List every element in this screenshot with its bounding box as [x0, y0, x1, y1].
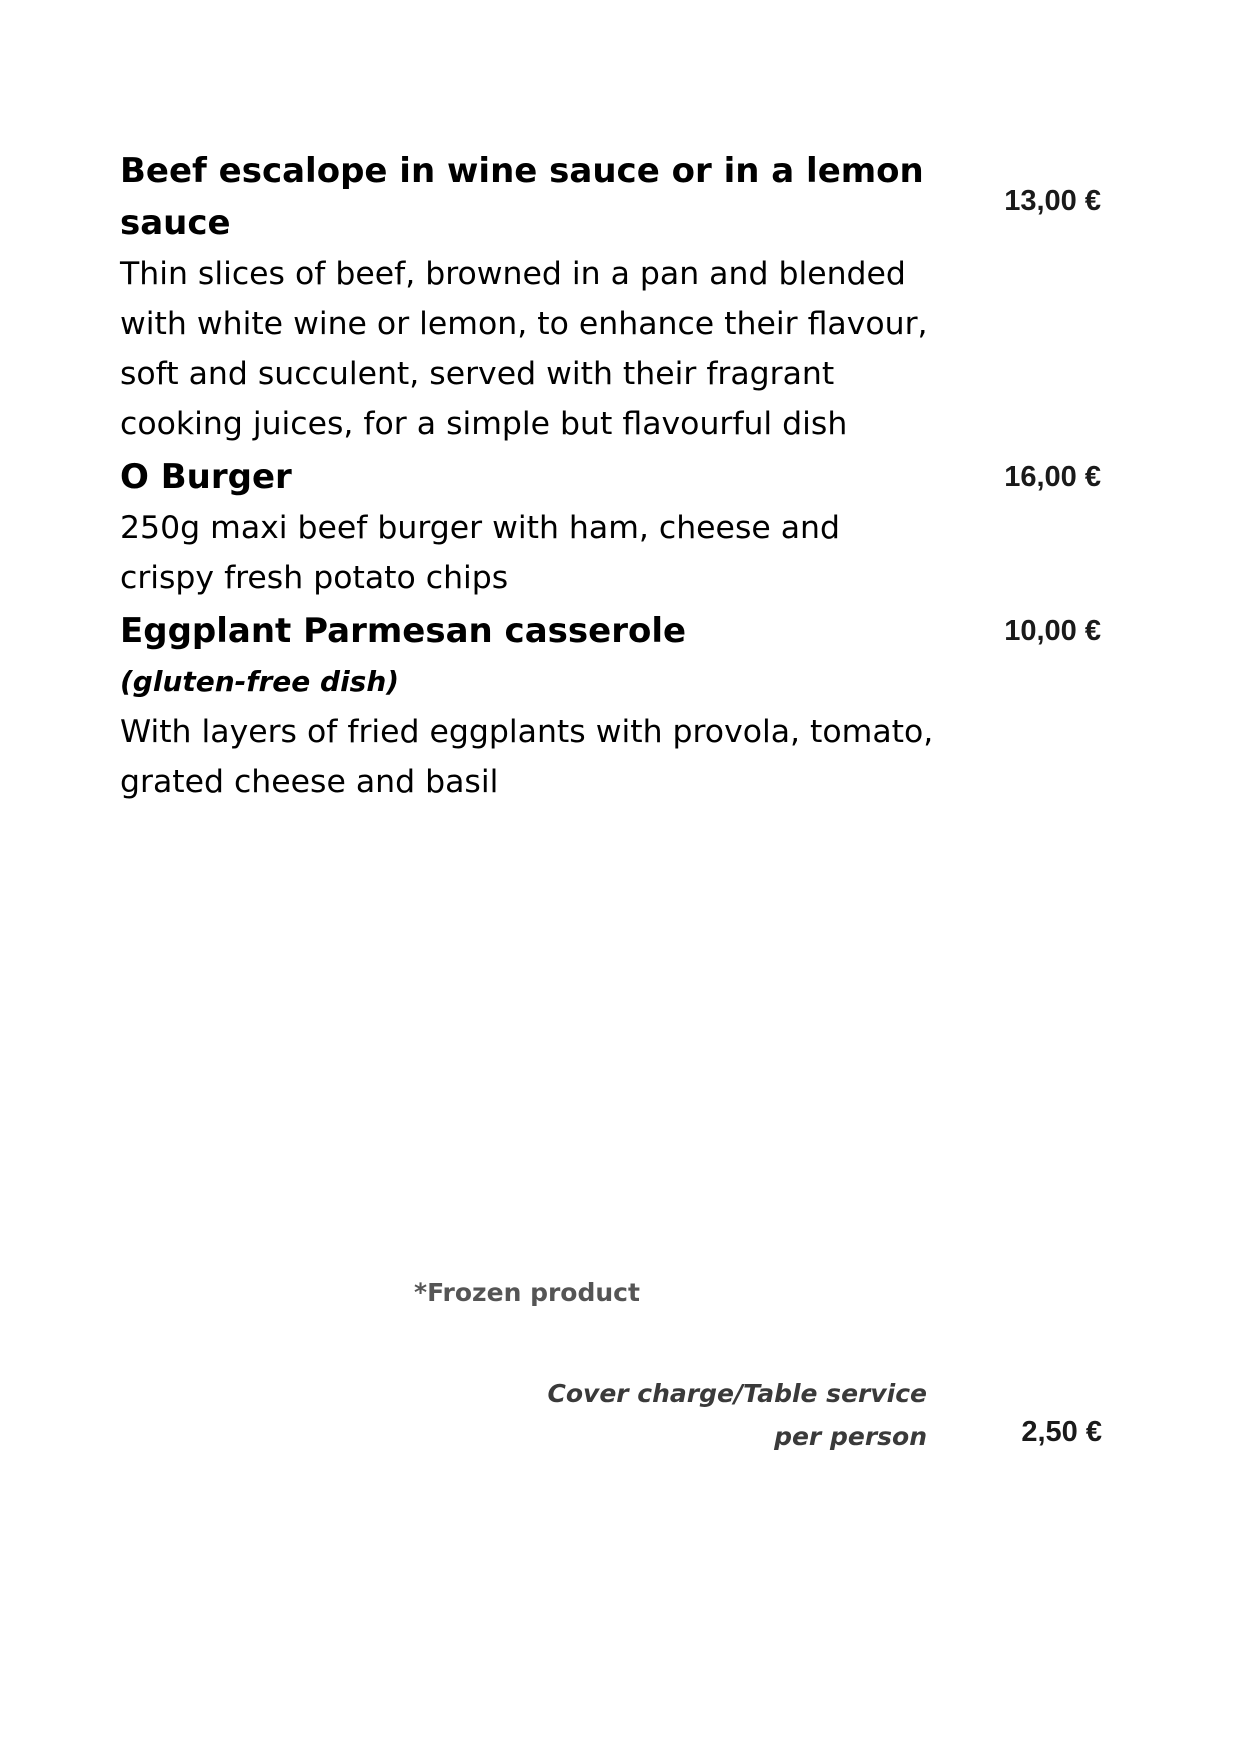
menu-item-eggplant-parmesan: [120, 605, 1120, 807]
cover-charge-price: 2,50 €: [1021, 1416, 1102, 1448]
dish-price: 16,00 €: [1004, 461, 1101, 493]
menu-item-beef-escalope: [120, 145, 1120, 449]
cover-charge-label: [548, 1372, 928, 1458]
dish-name: O Burger: [120, 457, 292, 497]
dish-description: With layers of fried eggplants with provola, tomato, grated cheese and basil: [120, 714, 934, 800]
cover-charge-label-line2: per person: [774, 1422, 927, 1451]
dish-description: Thin slices of beef, browned in a pan and blended with white wine or lemon, to enhance their flavour, soft and succulent, served with their fragrant cooking juices, for a simple but flavourful dish: [120, 256, 928, 442]
frozen-product-footnote: *Frozen product: [414, 1278, 640, 1307]
menu-item-o-burger: [120, 451, 1120, 603]
dish-price: 13,00 €: [1004, 185, 1101, 217]
dish-description: 250g maxi beef burger with ham, cheese and crispy fresh potato chips: [120, 510, 841, 596]
dish-price: 10,00 €: [1004, 615, 1101, 647]
dish-name: Eggplant Parmesan casserole: [120, 611, 687, 651]
menu-list: [120, 145, 1120, 809]
dish-note: (gluten-free dish): [120, 665, 400, 698]
dish-name: Beef escalope in wine sauce or in a lemon sauce: [120, 151, 924, 243]
cover-charge-label-line1: Cover charge/Table service: [547, 1379, 927, 1408]
